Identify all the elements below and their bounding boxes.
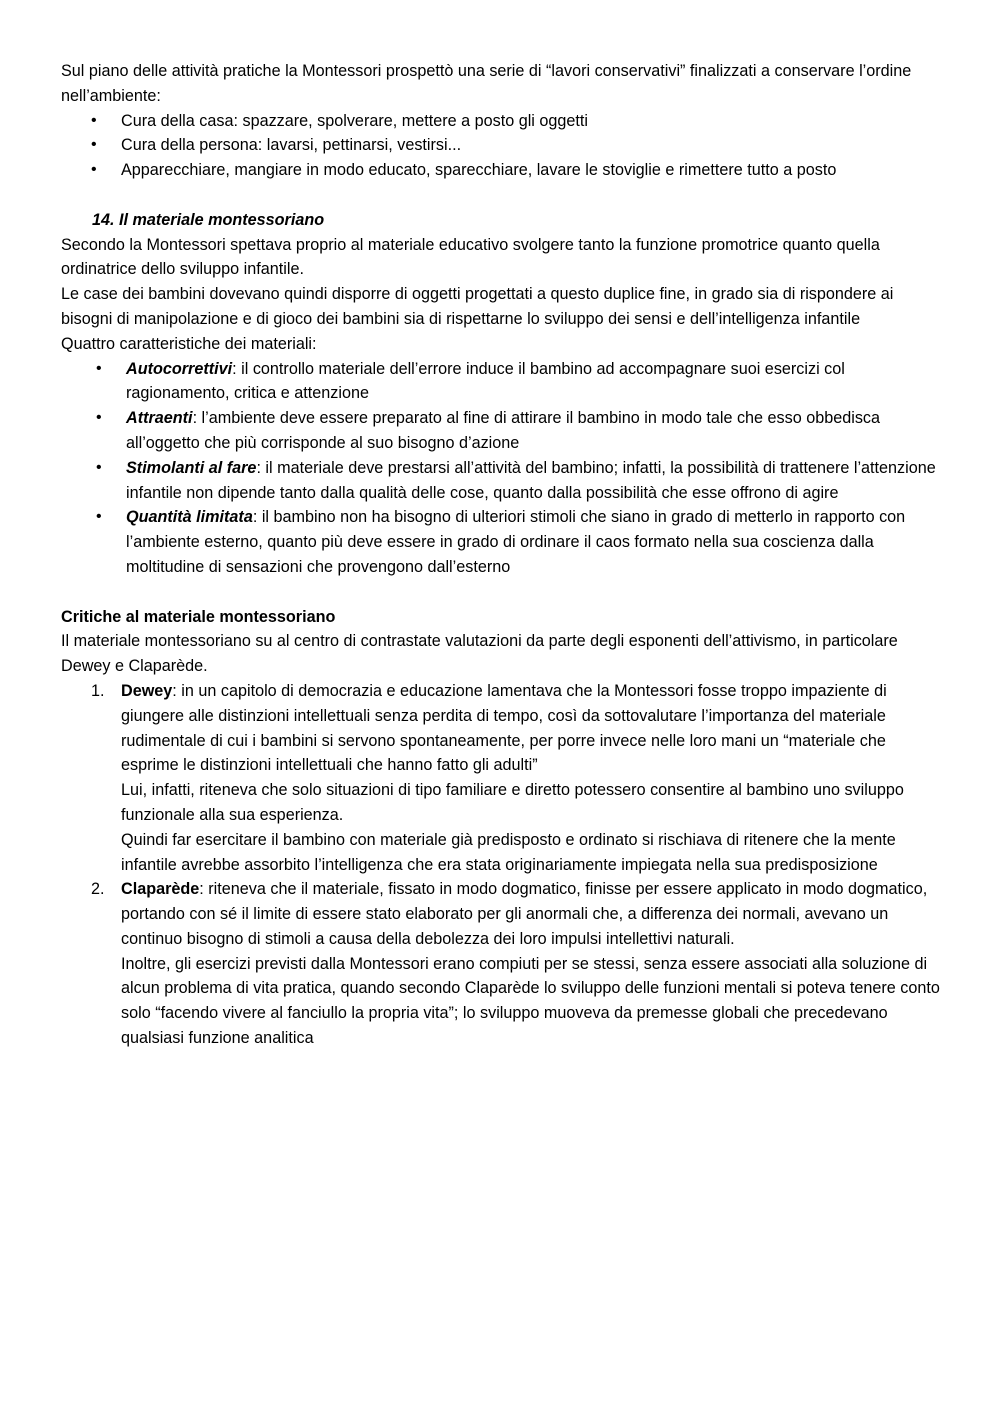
material-features-list bbox=[61, 357, 946, 580]
item-text: : riteneva che il materiale, fissato in modo dogmatico, finisse per essere applicato in modo dogmatico, portando con sé il limite di essere stato elaborato per gli anormali che, a differenza dei normali, avevano un continuo bisogno di stimoli a causa della debolezza dei loro impulsi intellettivi naturali. bbox=[121, 880, 928, 948]
item-paragraph: Quindi far esercitare il bambino con materiale già predisposto e ordinato si rischiava di ritenere che la mente infantile avrebbe assorbito l’intelligenza che era stata originariamente impiegata nella sua predisposizione bbox=[121, 830, 896, 874]
item-paragraph: Lui, infatti, riteneva che solo situazioni di tipo familiare e diretto potessero consentire al bambino uno sviluppo funzionale alla sua esperienza. bbox=[121, 781, 904, 824]
section-heading: 14. Il materiale montessoriano bbox=[92, 210, 325, 229]
feature-text: : l’ambiente deve essere preparato al fine di attirare il bambino in modo tale che esso obbedisca all’oggetto che più corrisponde al suo bisogno d’azione bbox=[126, 409, 881, 452]
section-heading: Critiche al materiale montessoriano bbox=[61, 607, 336, 626]
feature-term: Stimolanti al fare bbox=[126, 458, 257, 477]
critic-name: Claparède bbox=[121, 880, 200, 899]
list-item bbox=[61, 357, 946, 407]
item-paragraph bbox=[121, 679, 946, 778]
list-item bbox=[61, 679, 946, 877]
feature-text: : il controllo materiale dell’errore induce il bambino ad accompagnare suoi esercizi col ragionamento, critica e attenzione bbox=[126, 359, 845, 403]
paragraph: Il materiale montessoriano su al centro di contrastate valutazioni da parte degli esponenti dell’attivismo, in particolare Dewey e Claparède. bbox=[61, 632, 898, 676]
list-item: • Cura della persona: lavarsi, pettinarsi, vestirsi... bbox=[61, 133, 946, 158]
feature-text: : il materiale deve prestarsi all’attività del bambino; infatti, la possibilità di trattenere l’attenzione infantile non dipende tanto dalla qualità delle cose, quanto dalla possibilità che esse offrono di agire bbox=[126, 458, 936, 502]
critic-name: Dewey bbox=[121, 681, 173, 700]
paragraph: Secondo la Montessori spettava proprio al materiale educativo svolgere tanto la funzione promotrice quanto quella ordinatrice dello sviluppo infantile. bbox=[61, 235, 880, 279]
spacer bbox=[61, 580, 946, 605]
list-item: • Cura della casa: spazzare, spolverare, mettere a posto gli oggetti bbox=[61, 109, 946, 134]
list-item bbox=[61, 456, 946, 506]
item-paragraph: Inoltre, gli esercizi previsti dalla Montessori erano compiuti per se stessi, senza essere associati alla soluzione di alcun problema di vita pratica, quando secondo Claparède lo sviluppo delle funzioni mentali si poteva tenere conto solo “facendo vivere al fanciullo la propria vita”; lo sviluppo muoveva da premesse globali che precedevano qualsiasi funzione analitica bbox=[121, 954, 940, 1048]
list-item: • Apparecchiare, mangiare in modo educato, sparecchiare, lavare le stoviglie e rimettere tutto a posto bbox=[61, 158, 946, 183]
list-item bbox=[61, 406, 946, 456]
list-item bbox=[61, 505, 946, 579]
feature-term: Quantità limitata bbox=[126, 508, 253, 527]
list-item bbox=[61, 877, 946, 1051]
list-number: 2. bbox=[91, 880, 105, 899]
paragraph: Quattro caratteristiche dei materiali: bbox=[61, 334, 317, 353]
spacer bbox=[61, 183, 946, 208]
feature-text: : il bambino non ha bisogno di ulteriori stimoli che siano in grado di metterlo in rapporto con l’ambiente esterno, quanto più deve essere in grado di ordinare il caos formato nella sua coscienza dalla moltitudine di sensazioni che provengono dall’esterno bbox=[126, 508, 906, 576]
practical-activities-list bbox=[61, 109, 946, 183]
feature-term: Autocorrettivi bbox=[126, 359, 233, 378]
list-number: 1. bbox=[91, 681, 105, 700]
document-page bbox=[61, 59, 946, 1051]
feature-term: Attraenti bbox=[126, 409, 193, 428]
intro-paragraph: Sul piano delle attività pratiche la Montessori prospettò una serie di “lavori conservativi” finalizzati a conservare l’ordine nell’ambiente: bbox=[61, 62, 912, 105]
critiques-list bbox=[61, 679, 946, 1051]
paragraph: Le case dei bambini dovevano quindi disporre di oggetti progettati a questo duplice fine, in grado sia di rispondere ai bisogni di manipolazione e di gioco dei bambini sia di rispettarne lo sviluppo dei sensi e dell’intelligenza infantile bbox=[61, 285, 894, 328]
item-paragraph bbox=[121, 877, 946, 951]
item-text: : in un capitolo di democrazia e educazione lamentava che la Montessori fosse troppo impaziente di giungere alle distinzioni intellettuali senza perdita di tempo, così da sottovalutare l’importanza del materiale rudimentale di cui i bambini si servono spontaneamente, per porre invece nelle loro mani un “materiale che esprime le distinzioni intellettuali che hanno fatto gli adulti” bbox=[121, 681, 887, 775]
